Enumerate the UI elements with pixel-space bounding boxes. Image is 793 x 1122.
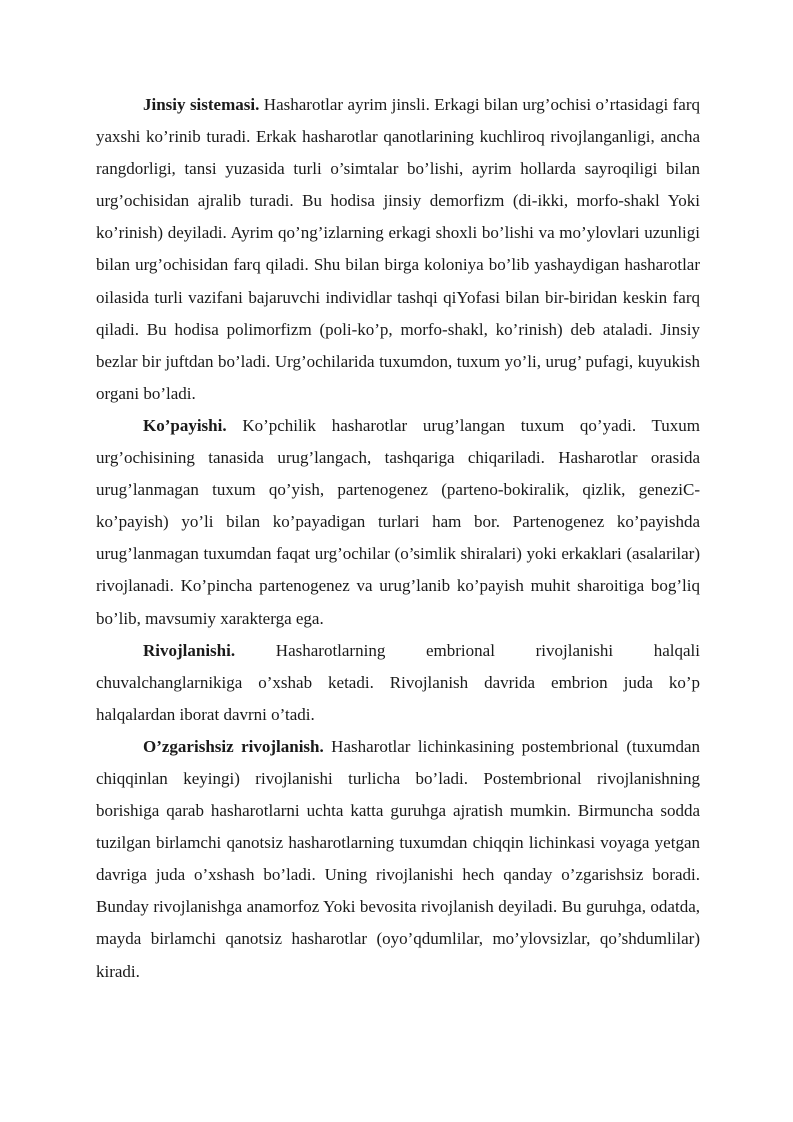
paragraph-jinsiy-sistemasi	[96, 89, 700, 410]
document-page	[96, 89, 700, 988]
paragraph-ozgarishsiz-rivojlanish	[96, 731, 700, 988]
paragraph-body: Hasharotlar ayrim jinsli. Erkagi bilan urg’ochisi o’rtasidagi farq yaxshi ko’rinib turadi. Erkak hasharotlar qanotlarining kuchliroq rivojlanganligi, ancha rangdorligi, tansi yuzasida turli o’simtalar bo’lishi, ayrim hollarda sayroqiligi bilan urg’ochisidan ajralib turadi. Bu hodisa jinsiy demorfizm (di-ikki, morfo-shakl Yoki ko’rinish) deyiladi. Ayrim qo’ng’izlarning erkagi shoxli bo’lishi va mo’ylovlari uzunligi bilan urg’ochisidan farq qiladi. Shu bilan birga koloniya bo’lib yashaydigan hasharotlar oilasida turli vazifani bajaruvchi individlar tashqi qiYofasi bilan bir-biridan keskin farq qiladi. Bu hodisa polimorfizm (poli-ko’p, morfo-shakl, ko’rinish) deb ataladi. Jinsiy bezlar bir juftdan bo’ladi. Urg’ochilarida tuxumdon, tuxum yo’li, urug’ pufagi, kuyukish organi bo’ladi.	[96, 95, 701, 403]
paragraph-body: Hasharotlarning embrional rivojlanishi halqali chuvalchanglarnikiga o’xshab ketadi. Rivojlanish davrida embrion juda ko’p halqalardan iborat davrni o’tadi.	[96, 640, 700, 724]
paragraph-kopayishi	[96, 410, 700, 635]
paragraph-body: Ko’pchilik hasharotlar urug’langan tuxum qo’yadi. Tuxum urg’ochisining tanasida urug’langach, tashqariga chiqariladi. Hasharotlar orasida urug’lanmagan tuxum qo’yish, partenogenez (parteno-bokiralik, qizlik, geneziC-ko’payish) yo’li bilan ko’payadigan turlari ham bor. Partenogenez ko’payishda urug’lanmagan tuxumdan faqat urg’ochilar (o’simlik shiralari) yoki erkaklari (asalarilar) rivojlanadi. Ko’pincha partenogenez va urug’lanib ko’payish muhit sharoitiga bog’liq bo’lib, mavsumiy xarakterga ega.	[96, 415, 701, 628]
paragraph-heading: Jinsiy sistemasi.	[143, 95, 264, 114]
paragraph-heading: Rivojlanishi.	[143, 640, 276, 660]
paragraph-rivojlanishi	[96, 635, 700, 731]
paragraph-body: Hasharotlar lichinkasining postembrional (tuxumdan chiqqinlan keyingi) rivojlanishi turlicha bo’ladi. Postembrional rivojlanishning borishiga qarab hasharotlarni uchta katta guruhga ajratish mumkin. Birmuncha sodda tuzilgan birlamchi qanotsiz hasharotlarning tuxumdan chiqqin lichinkasi voyaga yetgan davriga juda o’xshash bo’ladi. Uning rivojlanishi hech qanday o’zgarishsiz boradi. Bunday rivojlanishga anamorfoz Yoki bevosita rivojlanish deyiladi. Bu guruhga, odatda, mayda birlamchi qanotsiz hasharotlar (oyo’qdumlilar, mo’ylovsizlar, qo’shdumlilar) kiradi.	[96, 736, 700, 981]
paragraph-heading: O’zgarishsiz rivojlanish.	[143, 736, 332, 756]
paragraph-heading: Ko’payishi.	[143, 415, 243, 435]
